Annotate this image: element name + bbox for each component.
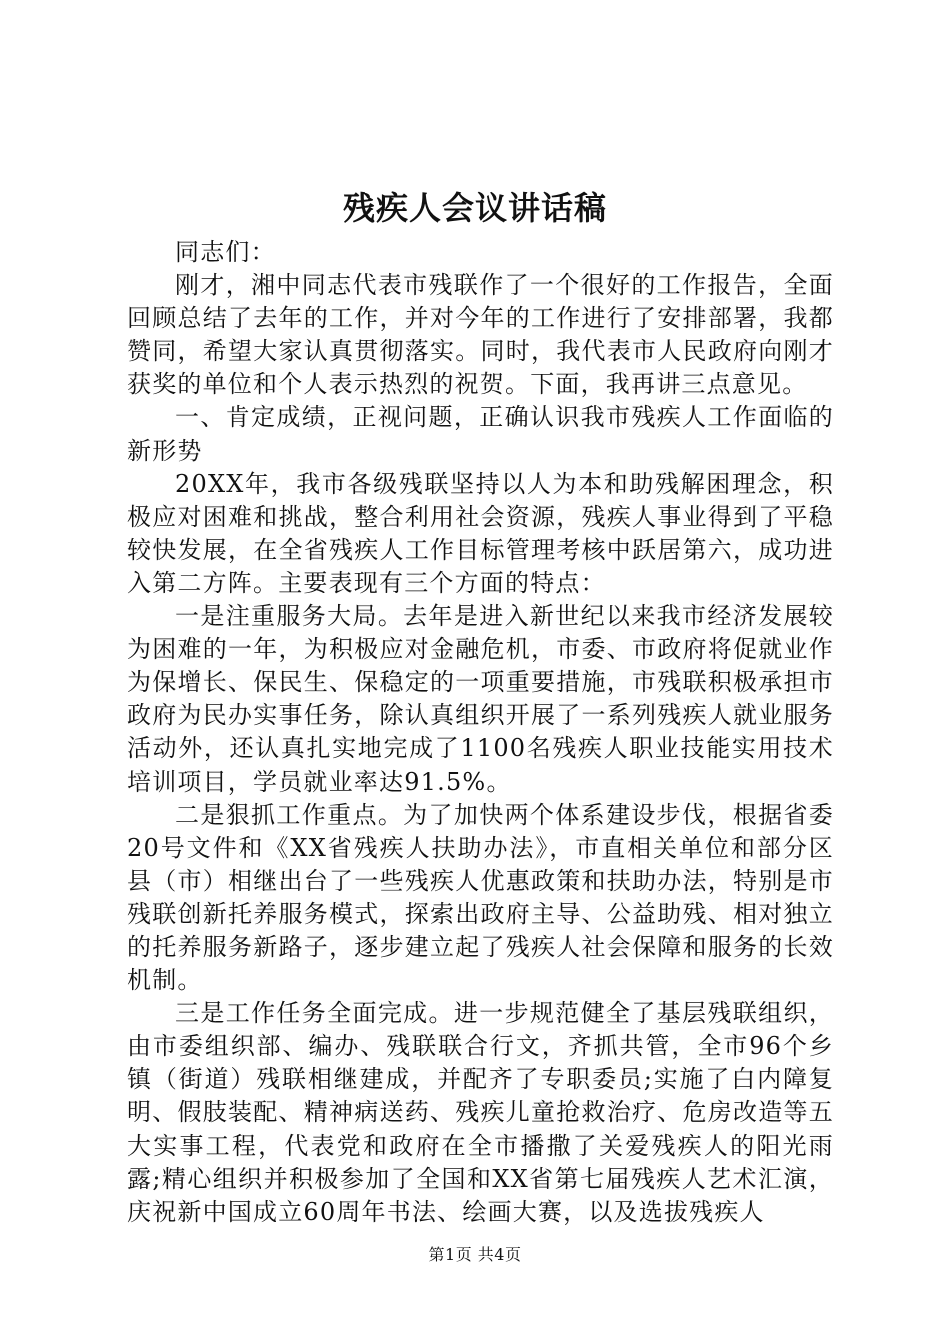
- page-number-footer: 第1页 共4页: [428, 1245, 522, 1264]
- body-paragraph: 一是注重服务大局。去年是进入新世纪以来我市经济发展较为困难的一年，为积极应对金融危机，市委、市政府将促就业作为保增长、保民生、保稳定的一项重要措施，市残联积极承担市政府为民办实事任务，除认真组织开展了一系列残疾人就业服务活动外，还认真扎实地完成了1100名残疾人职业技能实用技术培训项目，学员就业率达91.5%。: [127, 602, 834, 796]
- salutation-paragraph: 同志们：: [175, 238, 276, 266]
- document-title: 残疾人会议讲话稿: [342, 189, 607, 227]
- body-paragraph: 三是工作任务全面完成。进一步规范健全了基层残联组织，由市委组织部、编办、残联联合行文，齐抓共管，全市96个乡镇（街道）残联相继建成，并配齐了专职委员;实施了白内障复明、假肢装配、精神病送药、残疾儿童抢救治疗、危房改造等五大实事工程，代表党和政府在全市播撒了关爱残疾人的阳光雨露;精心组织并积极参加了全国和XX省第七届残疾人艺术汇演，庆祝新中国成立60周年书法、绘画大赛，以及选拔残疾人: [127, 999, 834, 1226]
- section-heading-1: 一、肯定成绩，正视问题，正确认识我市残疾人工作面临的新形势: [127, 403, 834, 465]
- document-body: [127, 236, 834, 1229]
- body-paragraph: 二是狠抓工作重点。为了加快两个体系建设步伐，根据省委20号文件和《XX省残疾人扶助办法》，市直相关单位和部分区县（市）相继出台了一些残疾人优惠政策和扶助办法，特别是市残联创新托养服务模式，探索出政府主导、公益助残、相对独立的托养服务新路子，逐步建立起了残疾人社会保障和服务的长效机制。: [127, 800, 834, 995]
- intro-paragraph: 刚才，湘中同志代表市残联作了一个很好的工作报告，全面回顾总结了去年的工作，并对今年的工作进行了安排部署，我都赞同，希望大家认真贯彻落实。同时，我代表市人民政府向刚才获奖的单位和个人表示热烈的祝贺。下面，我再讲三点意见。: [127, 271, 834, 399]
- body-paragraph: 20XX年，我市各级残联坚持以人为本和助残解困理念，积极应对困难和挑战，整合利用社会资源，残疾人事业得到了平稳较快发展，在全省残疾人工作目标管理考核中跃居第六，成功进入第二方阵。主要表现有三个方面的特点：: [127, 469, 834, 597]
